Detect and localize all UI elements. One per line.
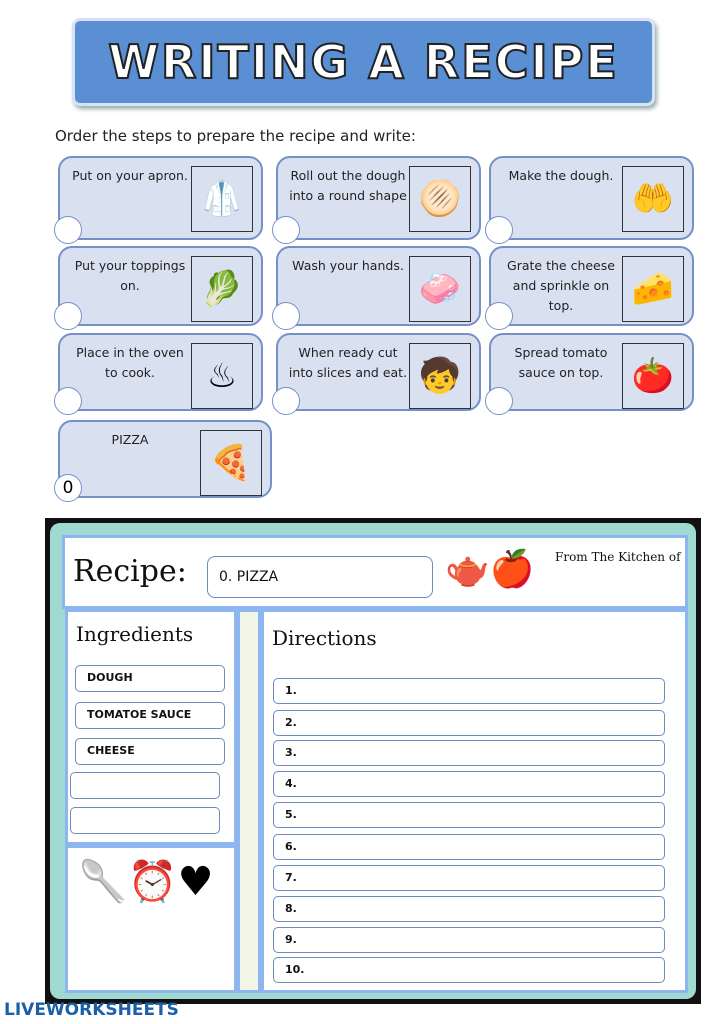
direction-input[interactable]: 1.: [273, 678, 665, 704]
ingredient-input[interactable]: CHEESE: [75, 738, 225, 765]
step-text: Make the dough.: [508, 168, 614, 183]
order-input[interactable]: [485, 302, 513, 330]
direction-input[interactable]: 5.: [273, 802, 665, 828]
utensils-image: 🥄⏰♥: [65, 845, 237, 993]
ingredients-panel: [65, 609, 237, 845]
recipe-name-input[interactable]: 0. PIZZA: [207, 556, 433, 598]
step-card: [489, 246, 694, 326]
recipe-label: Recipe:: [73, 554, 187, 589]
apron-icon: 🥼: [191, 166, 253, 232]
step-card: [58, 333, 263, 411]
step-text: Put your toppings on.: [74, 258, 186, 293]
step-text: PIZZA: [111, 432, 149, 447]
title-banner: [72, 18, 655, 106]
grater-icon: 🧀: [622, 256, 684, 322]
order-input[interactable]: [485, 387, 513, 415]
kitchenware-image: 🫖🍎: [445, 549, 535, 590]
ingredient-input[interactable]: [70, 807, 220, 834]
direction-input[interactable]: 6.: [273, 834, 665, 860]
direction-input[interactable]: 10.: [273, 957, 665, 983]
directions-panel: [261, 609, 688, 993]
boy-eating-icon: 🧒: [409, 343, 471, 409]
order-input[interactable]: [272, 216, 300, 244]
order-input[interactable]: [54, 302, 82, 330]
page-title: WRITING A RECIPE: [108, 35, 619, 89]
step-card: [489, 156, 694, 240]
step-card: [58, 246, 263, 326]
direction-input[interactable]: 7.: [273, 865, 665, 891]
step-card: [276, 333, 481, 411]
recipe-header: [62, 535, 688, 609]
step-text: Grate the cheese and sprinkle on top.: [507, 258, 615, 313]
direction-input[interactable]: 8.: [273, 896, 665, 922]
step-text: Spread tomato sauce on top.: [514, 345, 608, 380]
step-text: Place in the oven to cook.: [76, 345, 184, 380]
ingredient-input[interactable]: TOMATOE SAUCE: [75, 702, 225, 729]
kitchen-of-label: From The Kitchen of: [555, 550, 681, 564]
washing-hands-icon: 🧼: [409, 256, 471, 322]
directions-heading: Directions: [272, 626, 377, 650]
direction-input[interactable]: 3.: [273, 740, 665, 766]
recipe-card: [45, 518, 701, 1004]
toppings-icon: 🥬: [191, 256, 253, 322]
step-card: [58, 156, 263, 240]
ingredient-input[interactable]: [70, 772, 220, 799]
rolling-pin-icon: 🫓: [409, 166, 471, 232]
step-card: [58, 420, 272, 498]
instruction: Order the steps to prepare the recipe and write:: [55, 127, 416, 145]
order-input[interactable]: [54, 216, 82, 244]
step-card: [489, 333, 694, 411]
liveworksheets-logo: LIVEWORKSHEETS: [4, 1000, 179, 1020]
tomato-icon: 🍅: [622, 343, 684, 409]
order-input[interactable]: [272, 302, 300, 330]
kneading-icon: 🤲: [622, 166, 684, 232]
order-input[interactable]: [54, 387, 82, 415]
oven-icon: ♨: [191, 343, 253, 409]
direction-input[interactable]: 2.: [273, 710, 665, 736]
step-card: [276, 246, 481, 326]
step-text: Wash your hands.: [292, 258, 404, 273]
direction-input[interactable]: 4.: [273, 771, 665, 797]
order-input[interactable]: [485, 216, 513, 244]
step-text: When ready cut into slices and eat.: [288, 345, 408, 380]
ingredient-input[interactable]: DOUGH: [75, 665, 225, 692]
direction-input[interactable]: 9.: [273, 927, 665, 953]
step-text: Roll out the dough into a round shape: [289, 168, 407, 203]
ingredients-heading: Ingredients: [76, 622, 194, 646]
pizza-icon: 🍕: [200, 430, 262, 496]
order-input[interactable]: 0: [54, 474, 82, 502]
step-text: Put on your apron.: [72, 168, 188, 183]
order-input[interactable]: [272, 387, 300, 415]
decorative-strip: [237, 609, 261, 993]
step-card: [276, 156, 481, 240]
